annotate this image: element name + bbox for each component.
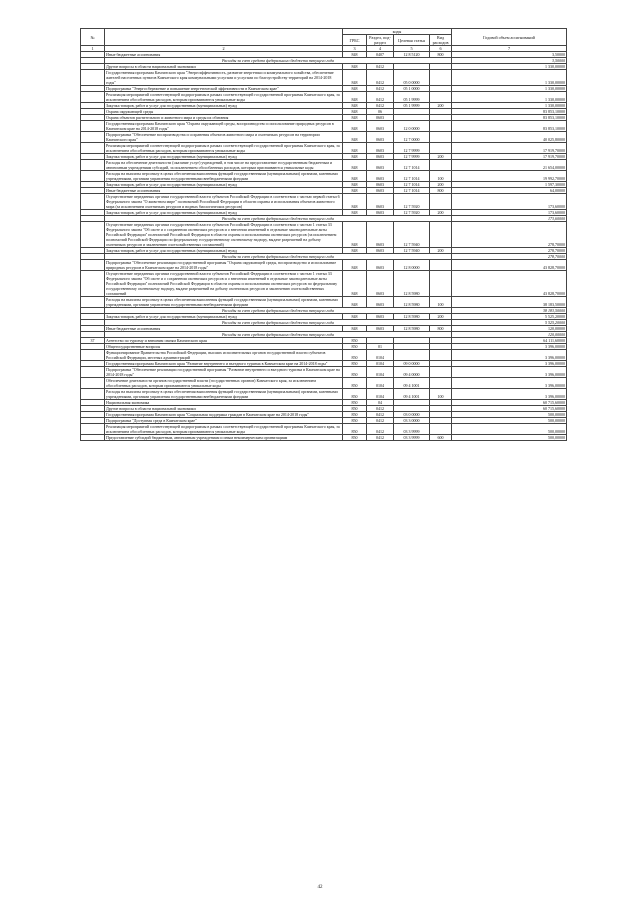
row-vid: 800 — [430, 188, 452, 194]
header-idx: 1 — [81, 46, 105, 52]
row-grbs: 848 — [343, 188, 367, 194]
row-amount: 83 853,10000 — [452, 109, 567, 115]
row-amount: 500,00000 — [452, 418, 567, 424]
row-statya: 12 8 5980 — [394, 314, 430, 320]
row-razdel: 0603 — [367, 143, 394, 154]
row-name: Государственная программа Камчатского края "Социальная поддержка граждан в Камчатском крае на 2014-2018 годы" — [105, 412, 343, 418]
row-amount: 500,00000 — [452, 412, 567, 418]
row-razdel: 0412 — [367, 92, 394, 103]
row-vid — [430, 143, 452, 154]
row-razdel: 0603 — [367, 222, 394, 248]
row-number — [81, 271, 105, 297]
table-row — [81, 143, 567, 154]
row-grbs: 850 — [343, 424, 367, 435]
row-statya: 03 0 0000 — [394, 412, 430, 418]
row-grbs: 848 — [343, 109, 367, 115]
table-row — [81, 367, 567, 378]
row-razdel: 0412 — [367, 86, 394, 92]
table-row — [81, 70, 567, 86]
header-idx: 4 — [367, 46, 394, 52]
row-grbs: 848 — [343, 154, 367, 160]
row-number — [81, 378, 105, 389]
row-grbs: 848 — [343, 194, 367, 210]
row-grbs: 848 — [343, 326, 367, 332]
row-statya: 12 7 1014 — [394, 182, 430, 188]
header-vid: Вид расходов — [430, 35, 452, 46]
row-grbs: 848 — [343, 64, 367, 70]
header-idx: 5 — [394, 46, 430, 52]
row-name: Подпрограмма "Доступная среда в Камчатском крае" — [105, 418, 343, 424]
row-amount: 60 715,60000 — [452, 400, 567, 406]
row-name: Закупка товаров, работ и услуг для государственных (муниципальных) нужд — [105, 103, 343, 109]
row-statya: 12 7 9999 — [394, 143, 430, 154]
row-name: Закупка товаров, работ и услуг для государственных (муниципальных) нужд — [105, 314, 343, 320]
row-razdel: 01 — [367, 344, 394, 350]
row-amount: 40 025,80000 — [452, 132, 567, 143]
row-vid — [430, 132, 452, 143]
row-amount: 278,70000 — [452, 248, 567, 254]
row-razdel: 0603 — [367, 115, 394, 121]
row-amount: 1 330,00000 — [452, 70, 567, 86]
row-name: Функционирование Правительства Российской Федерации, высших исполнительных органов государственной власти субъектов Российской Федерации, местных администраций — [105, 350, 343, 361]
row-number — [81, 160, 105, 171]
header-idx: 2 — [105, 46, 343, 52]
row-statya: 12 0 0000 — [394, 121, 430, 132]
row-grbs: 848 — [343, 171, 367, 182]
row-name: Расходы на выплаты персоналу в целях обеспечения выполнения функций государственными (муниципальными) органами, казенными учреждениями, органами управления государственными внебюджетными фондами — [105, 171, 343, 182]
row-name: Подпрограмма "Энергосбережение и повышение энергетической эффективности в Камчатском крае" — [105, 86, 343, 92]
row-vid: 200 — [430, 314, 452, 320]
row-statya: 12 7 9999 — [394, 154, 430, 160]
row-name: Реализация мероприятий соответствующей подпрограммы в рамках соответствующей государственной программы Камчатского края, за исключением обособленных расходов, которым присваиваются уникальные коды — [105, 92, 343, 103]
header-amount: Годовой объем ассигнований — [452, 29, 567, 46]
row-razdel: 0412 — [367, 103, 394, 109]
row-razdel: 0603 — [367, 260, 394, 271]
row-amount: 278,70000 — [452, 222, 567, 248]
row-razdel: 0412 — [367, 412, 394, 418]
row-amount: 64,00000 — [452, 188, 567, 194]
row-amount: 500,00000 — [452, 424, 567, 435]
row-statya: 09 4 0000 — [394, 367, 430, 378]
row-statya: 12 7 5920 — [394, 194, 430, 210]
row-statya: 12 8 5980 — [394, 326, 430, 332]
row-grbs: 850 — [343, 367, 367, 378]
row-razdel: 0104 — [367, 361, 394, 367]
row-razdel: 0104 — [367, 350, 394, 361]
row-vid — [430, 194, 452, 210]
row-amount: 83 853,10000 — [452, 115, 567, 121]
federal-funds-note: Расходы за счет средств федерального бюджета текущего года — [105, 308, 452, 314]
row-grbs: 850 — [343, 361, 367, 367]
row-amount: 3,50000 — [452, 52, 567, 58]
row-name: Расходы на обеспечение деятельности (оказание услуг) учреждений, в том числе на предоставление государственным бюджетным и автономным учреждениям субсидий, за исключением обособленных расходов, которым присваиваются уникальные коды — [105, 160, 343, 171]
row-amount: 278,70000 — [452, 254, 567, 260]
row-grbs: 850 — [343, 412, 367, 418]
row-statya: 12 8 5980 — [394, 271, 430, 297]
row-vid: 100 — [430, 171, 452, 182]
row-amount: 500,00000 — [452, 435, 567, 441]
row-razdel: 0412 — [367, 64, 394, 70]
row-vid: 200 — [430, 210, 452, 216]
row-grbs: 850 — [343, 350, 367, 361]
row-amount: 1 330,00000 — [452, 64, 567, 70]
header-idx: 7 — [452, 46, 567, 52]
row-vid — [430, 367, 452, 378]
row-amount: 3 396,00000 — [452, 389, 567, 400]
row-name: Закупка товаров, работ и услуг для государственных (муниципальных) нужд — [105, 210, 343, 216]
row-razdel: 06 — [367, 109, 394, 115]
row-statya: 12 8 5120 — [394, 52, 430, 58]
table-header — [81, 29, 567, 52]
row-grbs: 850 — [343, 406, 367, 412]
row-razdel: 0603 — [367, 121, 394, 132]
row-statya: 09 4 1001 — [394, 378, 430, 389]
row-statya: 03 3 9999 — [394, 424, 430, 435]
table-row — [81, 160, 567, 171]
table-row — [81, 350, 567, 361]
row-vid: 600 — [430, 435, 452, 441]
row-razdel: 0412 — [367, 70, 394, 86]
row-razdel: 0412 — [367, 424, 394, 435]
table-row — [81, 171, 567, 182]
row-razdel: 0603 — [367, 194, 394, 210]
row-razdel: 0407 — [367, 52, 394, 58]
row-grbs: 848 — [343, 210, 367, 216]
row-vid: 200 — [430, 154, 452, 160]
row-name: Реализация мероприятий соответствующей подпрограммы в рамках соответствующей государственной программы Камчатского края, за исключением обособленных расходов, которым присваиваются уникальные коды — [105, 424, 343, 435]
row-amount: 38 183,50000 — [452, 297, 567, 308]
row-vid: 200 — [430, 248, 452, 254]
row-name: Подпрограмма "Обеспечение реализации государственной программы "Развитие внутреннего и въездного туризма в Камчатском крае на 2014-2018 годы" — [105, 367, 343, 378]
row-razdel: 0603 — [367, 132, 394, 143]
row-name: Общегосударственные вопросы — [105, 344, 343, 350]
row-statya — [394, 350, 430, 361]
row-number — [81, 367, 105, 378]
row-name: Агентство по туризму и внешним связям Камчатского края — [105, 338, 343, 344]
table-row — [81, 222, 567, 248]
row-amount: 3 396,00000 — [452, 378, 567, 389]
row-grbs: 848 — [343, 297, 367, 308]
row-vid: 200 — [430, 103, 452, 109]
row-vid — [430, 424, 452, 435]
row-amount: 60 715,60000 — [452, 406, 567, 412]
row-vid: 100 — [430, 389, 452, 400]
row-grbs: 848 — [343, 115, 367, 121]
table-row — [81, 424, 567, 435]
row-razdel: 0412 — [367, 418, 394, 424]
row-number — [81, 121, 105, 132]
row-amount: 1 597,30000 — [452, 182, 567, 188]
row-razdel: 0603 — [367, 326, 394, 332]
row-razdel: 0603 — [367, 171, 394, 182]
row-vid: 800 — [430, 52, 452, 58]
row-razdel: 0603 — [367, 188, 394, 194]
row-name: Осуществление переданных органам государственной власти субъектов Российской Федерации в соответствии с частью первой статьи 6 Федерального закона "О животном мире" полномочий Российской Федерации в области охраны и использования объектов животного мира (за исключением охотничьих ресурсов и водных биологических ресурсов) — [105, 194, 343, 210]
row-grbs: 848 — [343, 271, 367, 297]
row-razdel: 0603 — [367, 271, 394, 297]
row-name: Национальная экономика — [105, 400, 343, 406]
row-name: Подпрограмма "Обеспечение реализации государственной программы "Охрана окружающей среды, воспроизводство и использование природных ресурсов в Камчатском крае на 2014-2018 годы" — [105, 260, 343, 271]
row-razdel: 0603 — [367, 248, 394, 254]
row-name: Иные бюджетные ассигнования — [105, 188, 343, 194]
row-amount: 3 396,00000 — [452, 350, 567, 361]
table-row — [81, 435, 567, 441]
row-amount: 120,00000 — [452, 326, 567, 332]
page-number: 42 — [317, 885, 323, 890]
row-number — [81, 350, 105, 361]
header-grbs: ГРБС — [343, 35, 367, 46]
row-name: Осуществление переданных органам государственной власти субъектов Российской Федерации в соответствии с частью 1 статьи 33 Федерального закона "Об охоте и о сохранении охотничьих ресурсов и о внесении изменений в отдельные законодательные акты Российской Федерации" полномочий Российской Федерации в области охраны и использования охотничьих ресурсов (за исключением полномочий Российской Федерации по федеральному государственному охотничьему надзору, выдаче разрешений на добычу охотничьих ресурсов и заключению охотхозяйственных соглашений) — [105, 222, 343, 248]
row-name: Охрана объектов растительного и животного мира и среды их обитания — [105, 115, 343, 121]
row-grbs: 848 — [343, 121, 367, 132]
row-amount: 3 396,00000 — [452, 361, 567, 367]
row-statya: 09 4 1001 — [394, 389, 430, 400]
row-vid: 200 — [430, 182, 452, 188]
row-vid: 100 — [430, 297, 452, 308]
row-razdel: 0104 — [367, 378, 394, 389]
row-grbs: 850 — [343, 389, 367, 400]
row-number — [81, 297, 105, 308]
row-number — [81, 70, 105, 86]
row-grbs: 848 — [343, 143, 367, 154]
row-grbs: 848 — [343, 103, 367, 109]
row-number — [81, 260, 105, 271]
row-vid — [430, 222, 452, 248]
row-razdel: 0603 — [367, 160, 394, 171]
row-vid — [430, 92, 452, 103]
row-number — [81, 143, 105, 154]
header-statya: Целевая статья — [394, 35, 430, 46]
row-amount: 43 828,70000 — [452, 260, 567, 271]
row-statya: 12 7 5920 — [394, 210, 430, 216]
row-grbs: 850 — [343, 400, 367, 406]
row-name: Реализация мероприятий соответствующей подпрограммы в рамках соответствующей государственной программы Камчатского края, за исключением обособленных расходов, которым присваиваются уникальные коды — [105, 143, 343, 154]
row-grbs: 848 — [343, 132, 367, 143]
row-grbs: 848 — [343, 182, 367, 188]
row-razdel: 0603 — [367, 210, 394, 216]
row-statya: 12 7 5940 — [394, 248, 430, 254]
row-amount: 1 330,00000 — [452, 92, 567, 103]
row-amount: 3,50000 — [452, 58, 567, 64]
row-statya: 12 7 5940 — [394, 222, 430, 248]
row-name: Предоставление субсидий бюджетным, автономным учреждениям и иным некоммерческим организациям — [105, 435, 343, 441]
row-amount: 83 853,10000 — [452, 121, 567, 132]
row-razdel: 0603 — [367, 154, 394, 160]
row-grbs: 848 — [343, 70, 367, 86]
row-razdel: 0104 — [367, 367, 394, 378]
row-amount: 43 828,70000 — [452, 271, 567, 297]
row-razdel: 0104 — [367, 389, 394, 400]
row-amount: 120,00000 — [452, 332, 567, 338]
row-amount: 173,60000 — [452, 210, 567, 216]
row-statya: 12 7 1014 — [394, 188, 430, 194]
table-row — [81, 194, 567, 210]
row-name: Государственная программа Камчатского края "Энергоэффективность, развитие энергетики и коммунального хозяйства, обеспечение жителей населенных пунктов Камчатского края коммунальными услугами и услугами по благоустройству территорий на 2014-2018 годы" — [105, 70, 343, 86]
row-name: Иные бюджетные ассигнования — [105, 326, 343, 332]
row-name: Охрана окружающей среды — [105, 109, 343, 115]
row-razdel: 0603 — [367, 297, 394, 308]
row-name: Закупка товаров, работ и услуг для государственных (муниципальных) нужд — [105, 182, 343, 188]
row-number — [81, 92, 105, 103]
table-row — [81, 389, 567, 400]
row-vid — [430, 121, 452, 132]
row-vid: 800 — [430, 326, 452, 332]
row-vid — [430, 260, 452, 271]
row-name: Закупка товаров, работ и услуг для государственных (муниципальных) нужд — [105, 248, 343, 254]
row-amount: 21 654,00000 — [452, 160, 567, 171]
row-number — [81, 194, 105, 210]
row-statya: 12 7 0000 — [394, 132, 430, 143]
row-statya: 05 0 0000 — [394, 70, 430, 86]
row-vid — [430, 70, 452, 86]
row-name: Государственная программа Камчатского края "Охрана окружающей среды, воспроизводство и использование природных ресурсов в Камчатском крае на 2014-2018 годы" — [105, 121, 343, 132]
row-grbs: 850 — [343, 338, 367, 344]
federal-funds-note: Расходы за счет средств федерального бюджета текущего года — [105, 58, 452, 64]
row-grbs: 848 — [343, 92, 367, 103]
row-statya: 05 1 9999 — [394, 92, 430, 103]
row-amount: 64 111,60000 — [452, 338, 567, 344]
header-idx: 6 — [430, 46, 452, 52]
row-name: Обеспечение деятельности органов государственной власти (государственных органов) Камчатского края, за исключением обособленных расходов, которым присваиваются уникальные коды — [105, 378, 343, 389]
federal-funds-note: Расходы за счет средств федерального бюджета текущего года — [105, 216, 452, 222]
row-vid — [430, 378, 452, 389]
row-number: 37 — [81, 338, 105, 344]
table-row — [81, 121, 567, 132]
row-statya: 05 1 0000 — [394, 86, 430, 92]
row-name: Другие вопросы в области национальной экономики — [105, 64, 343, 70]
row-grbs: 850 — [343, 378, 367, 389]
table-row — [81, 378, 567, 389]
row-vid — [430, 350, 452, 361]
row-grbs: 848 — [343, 222, 367, 248]
row-statya: 03 3 9999 — [394, 435, 430, 441]
row-amount: 3 396,00000 — [452, 344, 567, 350]
federal-funds-note: Расходы за счет средств федерального бюджета текущего года — [105, 254, 452, 260]
row-amount: 1 330,00000 — [452, 86, 567, 92]
row-razdel: 0603 — [367, 314, 394, 320]
row-number — [81, 389, 105, 400]
row-amount: 19 992,70000 — [452, 171, 567, 182]
row-grbs: 850 — [343, 435, 367, 441]
row-amount: 5 525,20000 — [452, 320, 567, 326]
row-name: Иные бюджетные ассигнования — [105, 52, 343, 58]
row-amount: 1 330,00000 — [452, 103, 567, 109]
row-name: Расходы на выплаты персоналу в целях обеспечения выполнения функций государственными (муниципальными) органами, казенными учреждениями, органами управления государственными внебюджетными фондами — [105, 389, 343, 400]
row-amount: 5 525,20000 — [452, 314, 567, 320]
table-row — [81, 132, 567, 143]
header-num: № — [81, 29, 105, 46]
table-row — [81, 260, 567, 271]
row-name: Государственная программа Камчатского края "Развитие внутреннего и въездного туризма в Камчатском крае на 2014-2018 годы" — [105, 361, 343, 367]
table-row — [81, 297, 567, 308]
row-grbs: 848 — [343, 160, 367, 171]
row-vid — [430, 271, 452, 297]
row-number — [81, 222, 105, 248]
row-grbs: 848 — [343, 248, 367, 254]
row-statya: 09 0 0000 — [394, 361, 430, 367]
budget-table — [80, 28, 567, 441]
row-grbs: 850 — [343, 418, 367, 424]
row-amount: 173,60000 — [452, 216, 567, 222]
row-number — [81, 171, 105, 182]
row-statya: 12 8 5980 — [394, 297, 430, 308]
row-grbs: 848 — [343, 52, 367, 58]
row-vid — [430, 160, 452, 171]
row-grbs: 850 — [343, 344, 367, 350]
federal-funds-note: Расходы за счет средств федерального бюджета текущего года — [105, 320, 452, 326]
table-row — [81, 92, 567, 103]
row-amount: 3 396,00000 — [452, 367, 567, 378]
row-statya: 03 3 0000 — [394, 418, 430, 424]
header-idx: 3 — [343, 46, 367, 52]
row-amount: 38 183,50000 — [452, 308, 567, 314]
header-name — [105, 29, 343, 46]
row-name: Другие вопросы в области национальной экономики — [105, 406, 343, 412]
row-razdel: 0412 — [367, 435, 394, 441]
row-grbs: 848 — [343, 314, 367, 320]
row-amount: 17 919,70000 — [452, 154, 567, 160]
row-razdel: 0603 — [367, 182, 394, 188]
header-codes: коды — [343, 29, 452, 35]
row-number — [81, 435, 105, 441]
row-statya: 12 7 1014 — [394, 171, 430, 182]
row-razdel: 04 — [367, 400, 394, 406]
row-amount: 17 919,70000 — [452, 143, 567, 154]
row-name: Закупка товаров, работ и услуг для государственных (муниципальных) нужд — [105, 154, 343, 160]
federal-funds-note: Расходы за счет средств федерального бюджета текущего года — [105, 332, 452, 338]
budget-sheet — [80, 28, 566, 441]
row-amount: 173,60000 — [452, 194, 567, 210]
row-number — [81, 132, 105, 143]
table-row — [81, 271, 567, 297]
row-statya: 12 8 0000 — [394, 260, 430, 271]
row-statya: 12 7 1014 — [394, 160, 430, 171]
row-grbs: 848 — [343, 260, 367, 271]
row-number — [81, 424, 105, 435]
table-body — [81, 52, 567, 441]
row-name: Подпрограмма "Обеспечение воспроизводства и сохранения объектов животного мира и охотничьих ресурсов на территории Камчатского края" — [105, 132, 343, 143]
row-statya: 05 1 9999 — [394, 103, 430, 109]
row-name: Расходы на выплаты персоналу в целях обеспечения выполнения функций государственными (муниципальными) органами, казенными учреждениями, органами управления государственными внебюджетными фондами — [105, 297, 343, 308]
row-grbs: 848 — [343, 86, 367, 92]
row-razdel: 0412 — [367, 406, 394, 412]
row-name: Осуществление переданных органам государственной власти субъектов Российской Федерации в соответствии с частью 1 статьи 33 Федерального закона "Об охоте и о сохранении охотничьих ресурсов и о внесении изменений в отдельные законодательные акты Российской Федерации" полномочий Российской Федерации в области охраны и использования охотничьих ресурсов по федеральному государственному охотничьему надзору, выдаче разрешений на добычу охотничьих ресурсов и заключению охотхозяйственных соглашений — [105, 271, 343, 297]
header-razdel: Раздел, под-раздел — [367, 35, 394, 46]
